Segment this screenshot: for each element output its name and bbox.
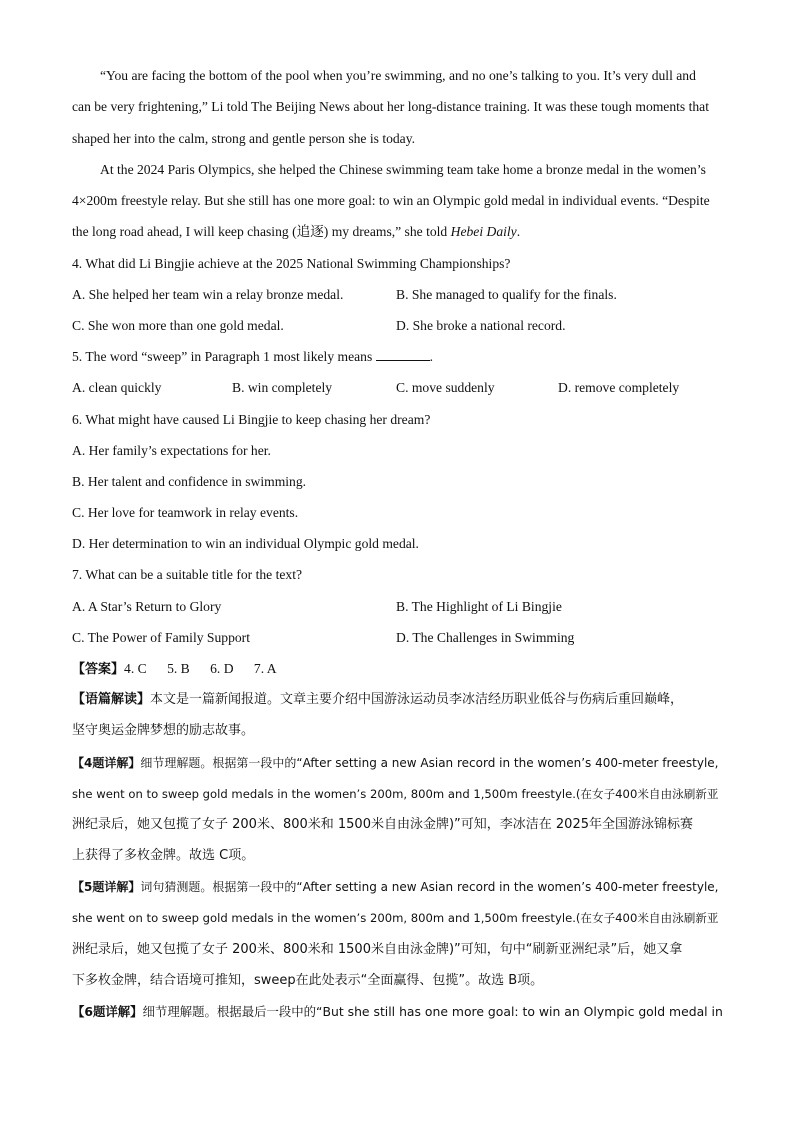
explain6-label: 【6题详解】 (72, 1004, 143, 1019)
answer-label: 【答案】 (72, 662, 125, 677)
explain5-text1: 词句猜测题。根据第一段中的“After setting a new Asian record in the women’s 400-meter freestyle, (140, 880, 719, 894)
passage-p1-line1: “You are facing the bottom of the pool when you’re swimming, and no one’s talking to you. It’s very dull and (100, 68, 696, 83)
explain4-label: 【4题详解】 (72, 756, 141, 770)
passage-p2-line3-text: the long road ahead, I will keep chasing (追逐) my dreams,” she told (72, 224, 451, 239)
answer-values: 4. C 5. B 6. D 7. A (124, 661, 277, 676)
q4-option-c: C. She won more than one gold medal. (72, 318, 284, 333)
passage-p2-line1: At the 2024 Paris Olympics, she helped the Chinese swimming team take home a bronze medal in the women’s (100, 162, 706, 177)
q4-stem: 4. What did Li Bingjie achieve at the 2025 National Swimming Championships? (72, 256, 511, 271)
explain6-line1 (72, 1002, 723, 1022)
q6-option-c: C. Her love for teamwork in relay events. (72, 505, 299, 520)
newspaper-name: Hebei Daily (450, 224, 517, 239)
interpretation-label: 【语篇解读】 (72, 692, 151, 707)
q6-option-b: B. Her talent and confidence in swimming. (72, 474, 307, 489)
answer-blank (376, 347, 430, 361)
passage-p2-line3-end: . (516, 224, 521, 239)
explain5-line3: 洲纪录后，她又包揽了女子 200米、800米和 1500米自由泳金牌)”可知，句中“刷新亚洲纪录”后，她又拿 (72, 942, 683, 957)
q5-option-c: C. move suddenly (396, 380, 495, 395)
explain4-line1 (72, 753, 719, 773)
explain4-line3: 洲纪录后，她又包揽了女子 200米、800米和 1500米自由泳金牌)”可知，李冰洁在 2025年全国游泳锦标赛 (72, 817, 693, 832)
q4-option-d: D. She broke a national record. (396, 318, 566, 333)
q5-stem-end: . (429, 349, 434, 364)
q4-option-a: A. She helped her team win a relay bronze medal. (72, 287, 344, 302)
explain4-line4: 上获得了多枚金牌。故选 C项。 (72, 848, 255, 863)
passage-p2-line2: 4×200m freestyle relay. But she still has one more goal: to win an Olympic gold medal in individual events. “Despite (72, 193, 710, 208)
interpretation-line2: 坚守奥运金牌梦想的励志故事。 (72, 723, 255, 738)
interpretation-text1: 本文是一篇新闻报道。文章主要介绍中国游泳运动员李冰洁经历职业低谷与伤病后重回巅峰， (150, 692, 684, 707)
q5-stem (72, 347, 433, 367)
q6-stem: 6. What might have caused Li Bingjie to keep chasing her dream? (72, 412, 431, 427)
q5-option-b: B. win completely (232, 380, 333, 395)
q7-option-d: D. The Challenges in Swimming (396, 630, 575, 645)
q4-option-b: B. She managed to qualify for the finals. (396, 287, 617, 302)
answer-key (72, 659, 277, 680)
explain4-line2: she went on to sweep gold medals in the women’s 200m, 800m and 1,500m freestyle.(在女子400米自由泳刷新亚 (72, 787, 719, 801)
interpretation-line1 (72, 690, 683, 710)
q7-option-c: C. The Power of Family Support (72, 630, 250, 645)
q6-option-a: A. Her family’s expectations for her. (72, 443, 271, 458)
explain6-text1: 细节理解题。根据最后一段中的“But she still has one more goal: to win an Olympic gold medal in (142, 1004, 723, 1019)
explain4-text1: 细节理解题。根据第一段中的“After setting a new Asian record in the women’s 400-meter freestyle, (140, 756, 719, 770)
passage-p2-line3 (72, 222, 520, 242)
explain5-line1 (72, 877, 719, 897)
q5-option-a: A. clean quickly (72, 380, 162, 395)
passage-p1-line2: can be very frightening,” Li told The Beijing News about her long-distance training. It was these tough moments that (72, 99, 709, 114)
q5-option-d: D. remove completely (558, 380, 680, 395)
q7-stem: 7. What can be a suitable title for the text? (72, 567, 302, 582)
explain5-label: 【5题详解】 (72, 880, 141, 894)
q7-option-b: B. The Highlight of Li Bingjie (396, 599, 562, 614)
explain5-line2: she went on to sweep gold medals in the women’s 200m, 800m and 1,500m freestyle.(在女子400米自由泳刷新亚 (72, 911, 719, 925)
q7-option-a: A. A Star’s Return to Glory (72, 599, 222, 614)
q6-option-d: D. Her determination to win an individual Olympic gold medal. (72, 536, 419, 551)
q5-stem-text: 5. The word “sweep” in Paragraph 1 most likely means (72, 349, 373, 364)
explain5-line4: 下多枚金牌，结合语境可推知，sweep在此处表示“全面赢得、包揽”。故选 B项。 (72, 973, 544, 988)
passage-p1-line3: shaped her into the calm, strong and gentle person she is today. (72, 131, 416, 146)
